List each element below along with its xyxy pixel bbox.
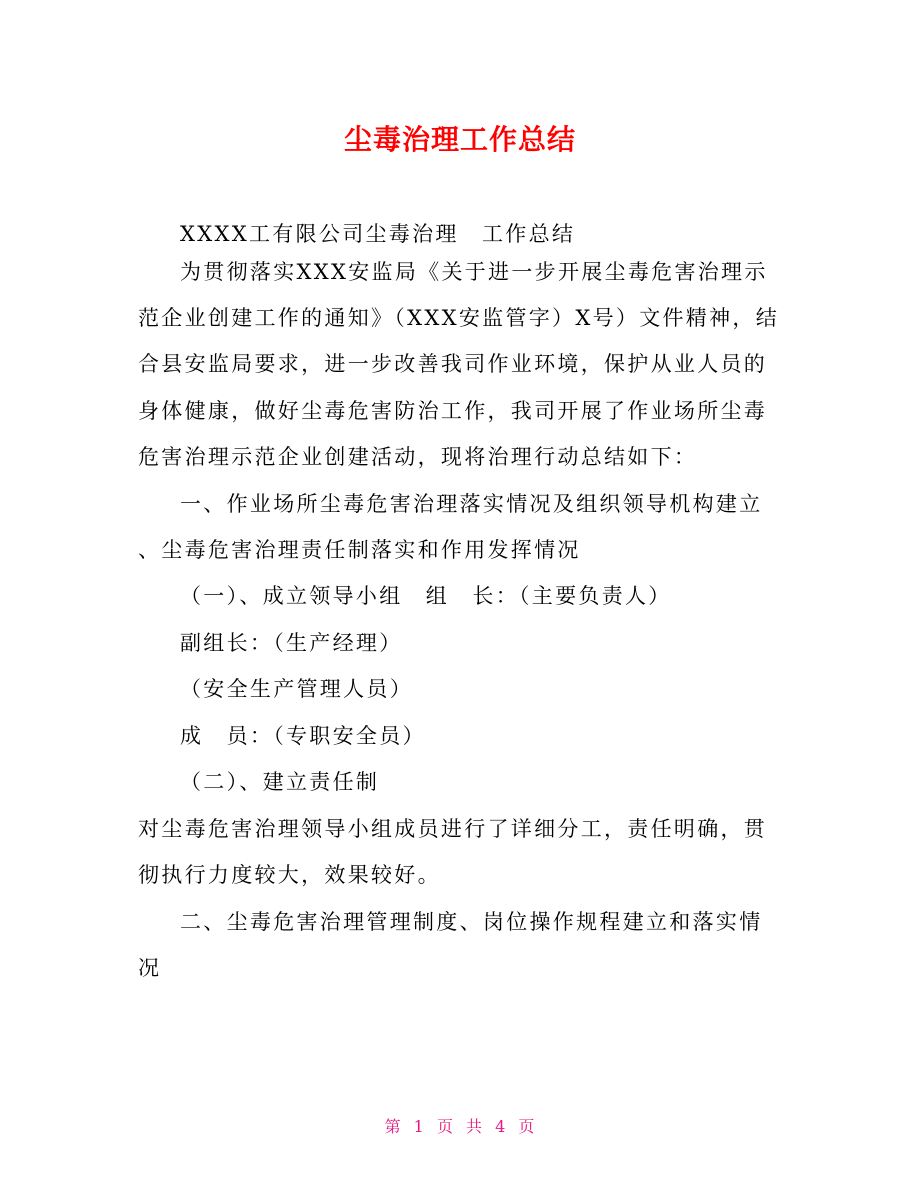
list-item: 成 员：（专职安全员）: [180, 724, 426, 748]
section-heading-1: 一、作业场所尘毒危害治理落实情况及组织领导机构建立: [180, 492, 763, 516]
paragraph-line: 彻执行力度较大，效果较好。: [138, 863, 441, 887]
subtitle-line: XXXX工有限公司尘毒治理 工作总结: [180, 222, 576, 246]
document-title: 尘毒治理工作总结: [343, 123, 576, 156]
paragraph-line: 身体健康，做好尘毒危害防治工作，我司开展了作业场所尘毒: [138, 399, 768, 423]
list-item: （安全生产管理人员）: [180, 677, 413, 701]
section-heading-1-cont: 、尘毒危害治理责任制落实和作用发挥情况: [138, 538, 581, 562]
page-footer: 第 1 页 共 4 页: [384, 1117, 536, 1136]
paragraph-line: 合县安监局要求，进一步改善我司作业环境，保护从业人员的: [138, 352, 768, 376]
paragraph-line: 为贯彻落实XXX安监局《关于进一步开展尘毒危害治理示: [180, 260, 768, 284]
subsection-heading: （二）、建立责任制: [180, 770, 380, 794]
paragraph-line: 范企业创建工作的通知》（XXX安监管字）X号）文件精神，结: [138, 306, 779, 330]
paragraph-line: 对尘毒危害治理领导小组成员进行了详细分工，责任明确，贯: [138, 817, 768, 841]
section-heading-2: 二、尘毒危害治理管理制度、岗位操作规程建立和落实情: [180, 910, 763, 934]
subsection-heading: （一）、成立领导小组 组 长：（主要负责人）: [180, 584, 672, 608]
list-item: 副组长：（生产经理）: [180, 631, 403, 655]
section-heading-2-cont: 况: [138, 956, 162, 980]
paragraph-line: 危害治理示范企业创建活动，现将治理行动总结如下：: [138, 445, 698, 469]
